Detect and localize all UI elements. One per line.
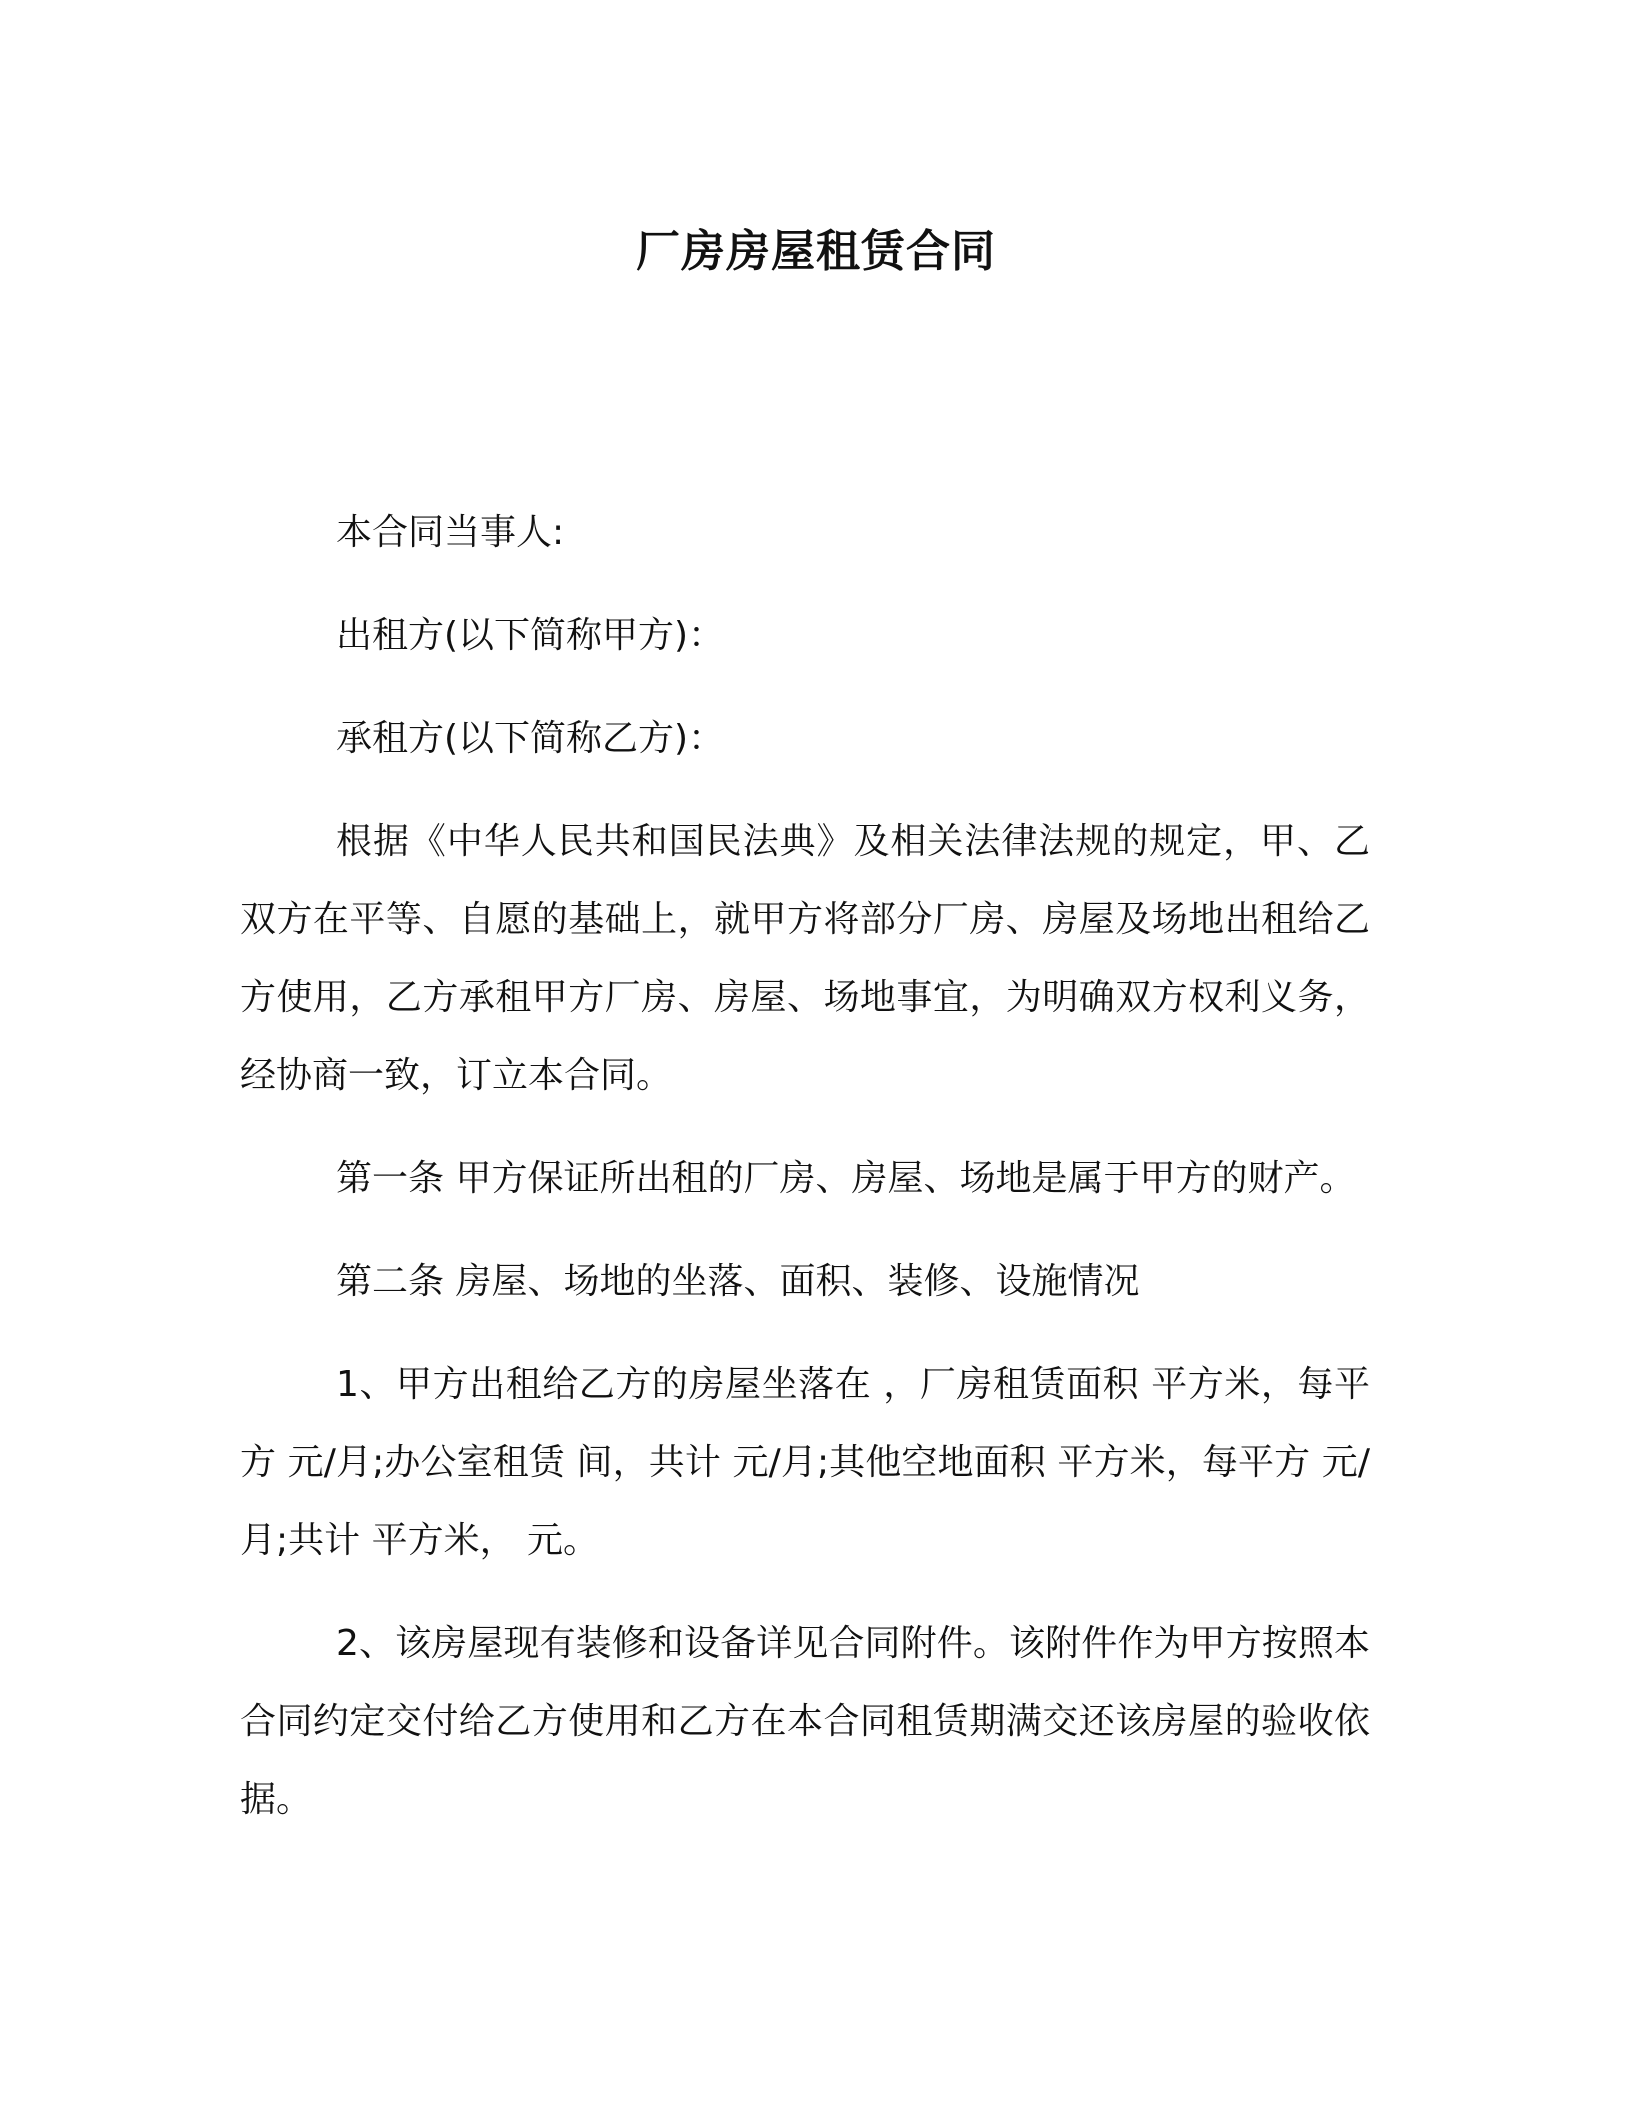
paragraph-article-2: 第二条 房屋、场地的坐落、面积、装修、设施情况 [336,1261,1140,1302]
paragraph-lessee: 承租方(以下简称乙方)： [336,718,725,759]
document-body [240,494,1370,1864]
paragraph-article-2-item-2: 2、该房屋现有装修和设备详见合同附件。该附件作为甲方按照本合同约定交付给乙方使用和乙方在本合同租赁期满交还该房屋的验收依据。 [240,1623,1370,1820]
paragraph-article-1: 第一条 甲方保证所出租的厂房、房屋、场地是属于甲方的财产。 [336,1158,1356,1199]
document-title: 厂房房屋租赁合同 [636,226,996,277]
paragraph-article-2-item-1: 1、甲方出租给乙方的房屋坐落在 ，厂房租赁面积 平方米，每平方 元/月;办公室租赁 间，共计 元/月;其他空地面积 平方米，每平方 元/月;共计 平方米， 元。 [240,1364,1370,1561]
paragraph-preamble: 根据《中华人民共和国民法典》及相关法律法规的规定，甲、乙双方在平等、自愿的基础上，就甲方将部分厂房、房屋及场地出租给乙方使用，乙方承租甲方厂房、房屋、场地事宜，为明确双方权利义务，经协商一致，订立本合同。 [240,821,1370,1096]
paragraph-parties-intro: 本合同当事人: [336,512,565,553]
paragraph-lessor: 出租方(以下简称甲方)： [336,615,725,656]
